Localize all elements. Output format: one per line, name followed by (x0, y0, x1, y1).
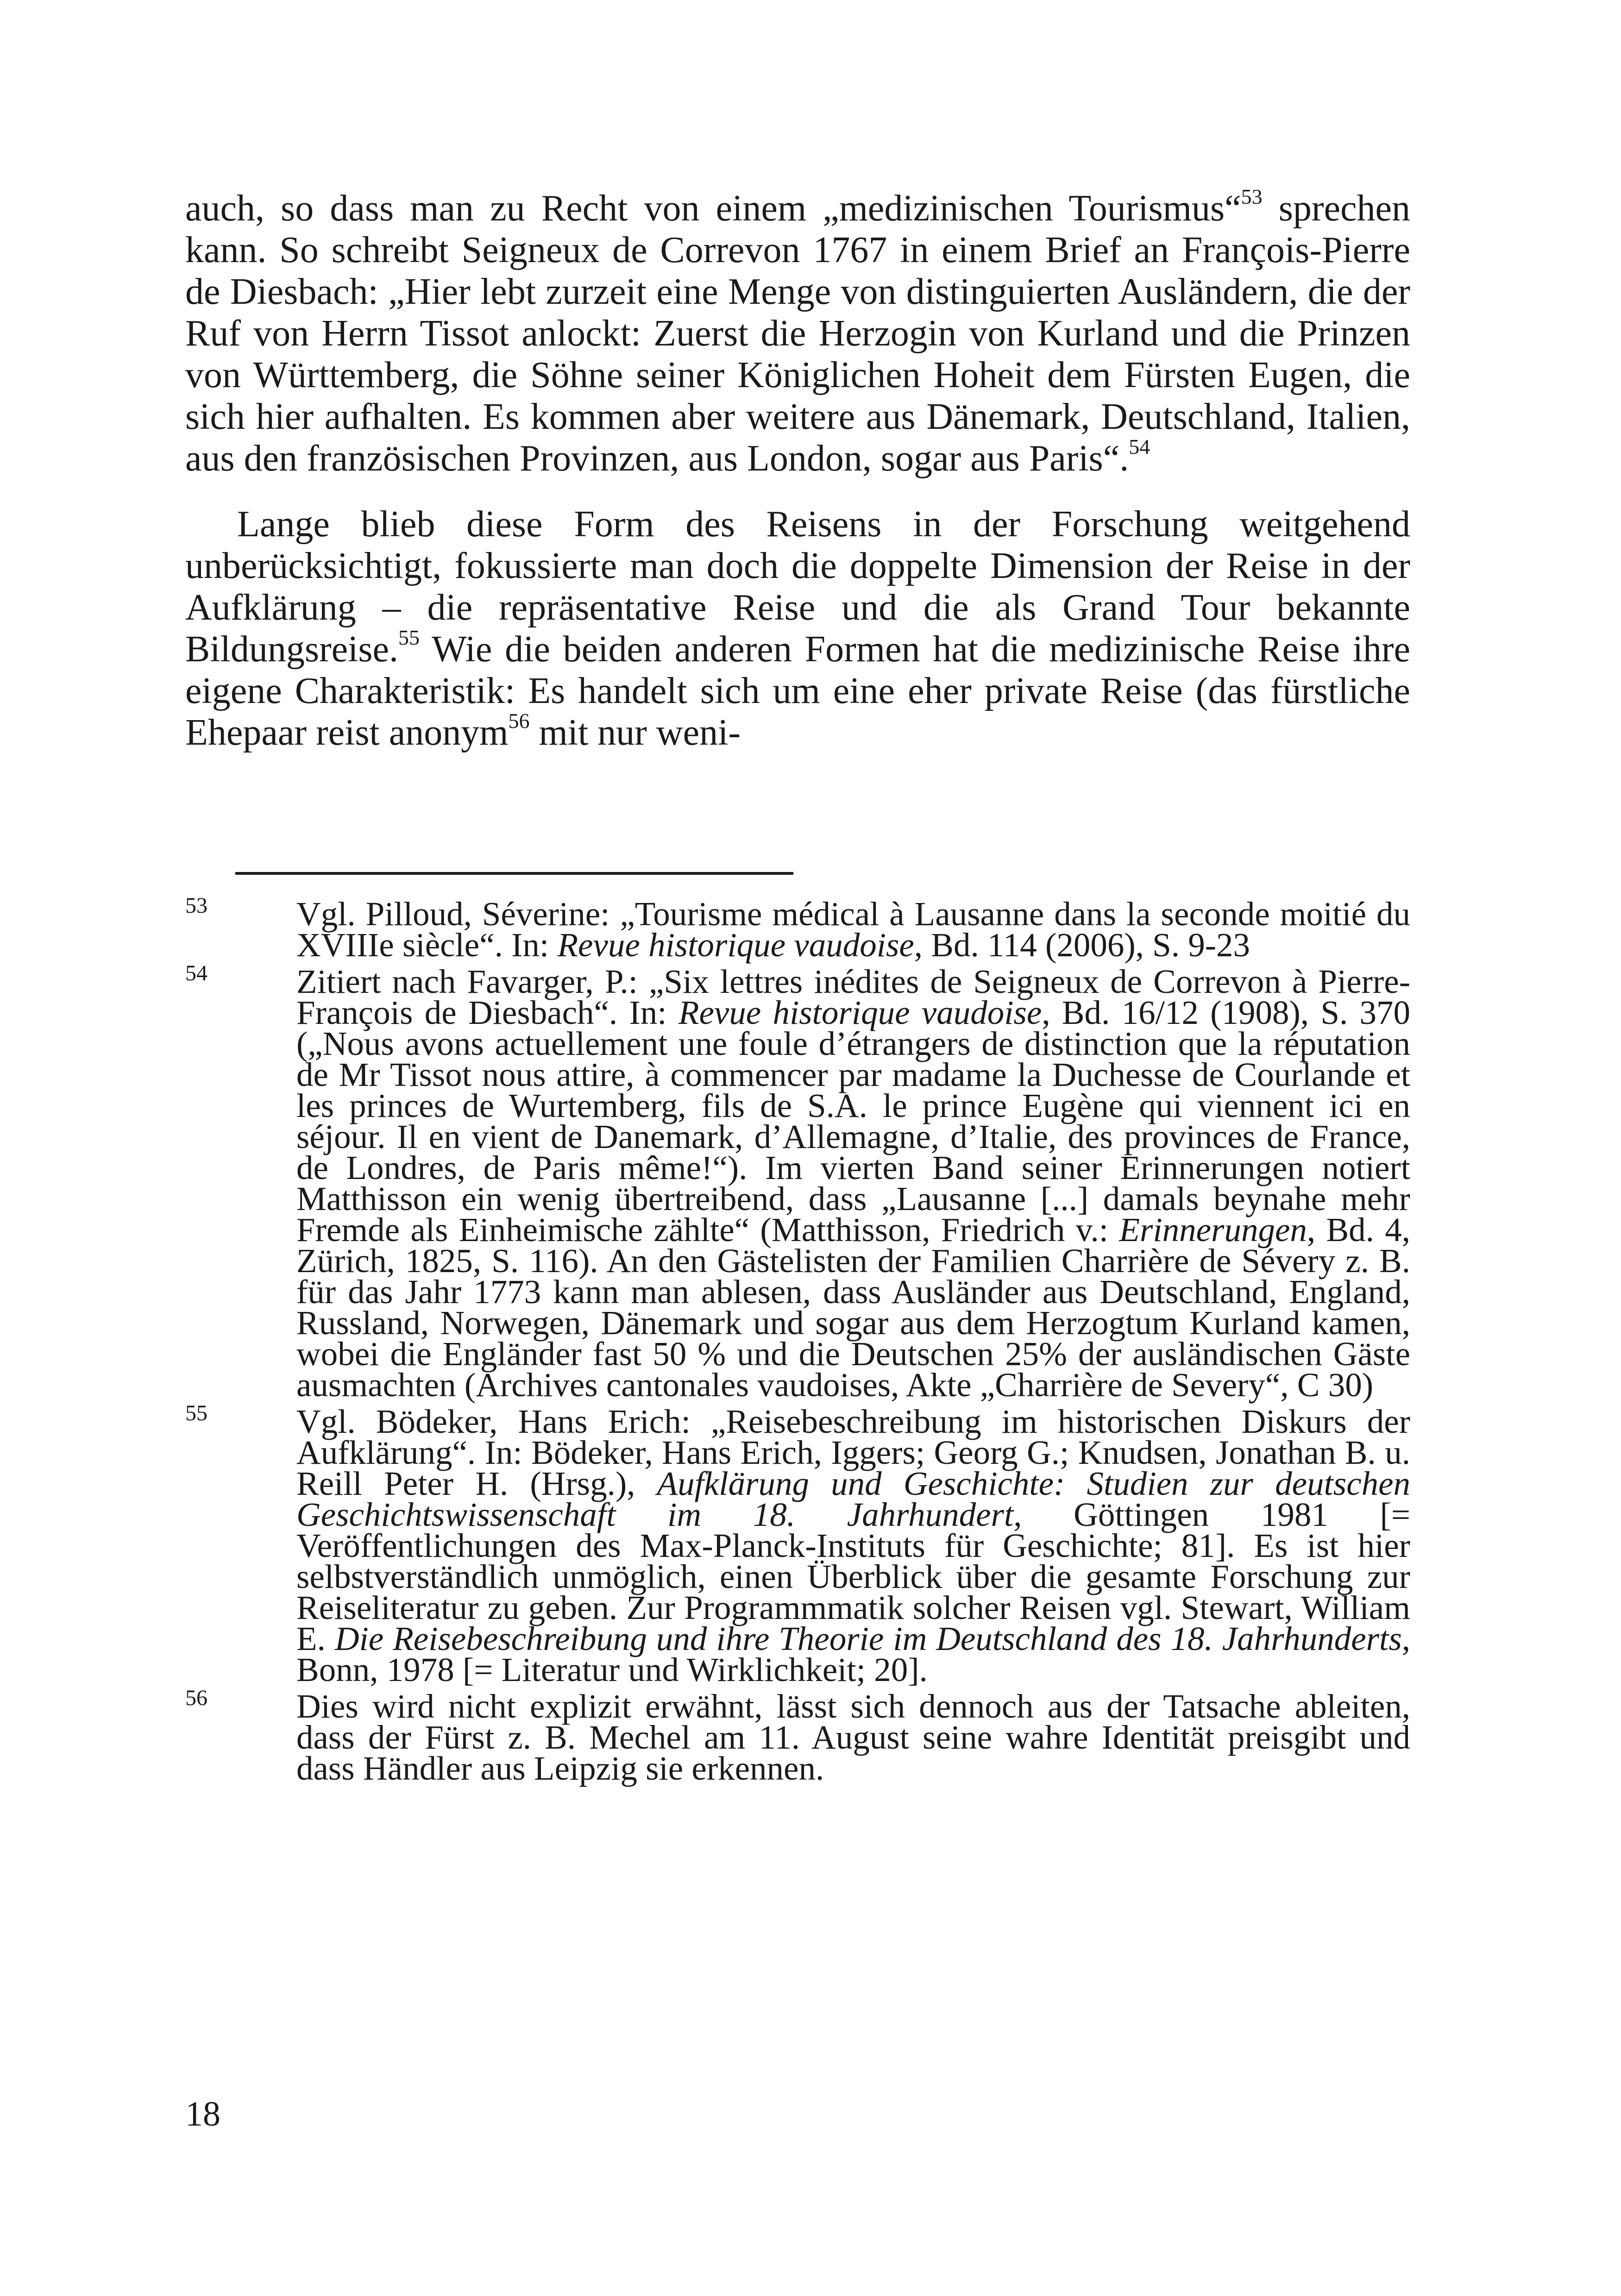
text-run: Vgl. Pilloud, Séverine: „Tourisme médical à Lausanne dans la seconde moitié du XVIIIe siècle“. In: (296, 895, 1410, 964)
text-run: Zitiert nach Favarger, P.: „Six lettres inédites de Seigneux de Correvon à Pierre-François de Diesbach“. In: (296, 963, 1410, 1031)
italic-title: Aufklärung und Geschichte: Studien zur deutschen Geschichtswissenschaft im 18. Jahrhundert (296, 1465, 1410, 1533)
footnote-number: 55 (185, 1401, 207, 1425)
text-run: , Bonn, 1978 [= Literatur und Wirklichkeit; 20]. (296, 1620, 1411, 1688)
italic-title: Revue historique vaudoise (557, 926, 914, 964)
text-run: , Bd. 114 (2006), S. 9-23 (914, 926, 1250, 964)
paragraph-2 (185, 503, 1410, 753)
footnote-ref-54[interactable]: 54 (1129, 435, 1150, 459)
footnote-55 (185, 1401, 1411, 1688)
footnote-text (296, 895, 1410, 964)
footnote-text (296, 1403, 1410, 1688)
text-run: Lange blieb diese Form des Reisens in der Forschung weitgehend unberücksichtigt, fokussierte man doch die doppelte Dimension der Reise in der Aufklärung – die repräsentative Reise und die als Grand Tour bekannte Bildungsreise. (185, 504, 1410, 670)
italic-title: Die Reisebeschreibung und ihre Theorie im Deutschland des 18. Jahrhunderts (334, 1620, 1402, 1657)
text-run: Dies wird nicht explizit erwähnt, lässt sich dennoch aus der Tatsache ableiten, dass der Fürst z. B. Mechel am 11. August seine wahre Identität preisgibt und dass Händler aus Leipzig sie erkennen. (296, 1687, 1410, 1787)
footnote-56 (185, 1686, 1410, 1787)
footnote-53 (185, 893, 1410, 964)
text-run: sprechen kann. So schreibt Seigneux de Correvon 1767 in einem Brief an François-Pierre de Diesbach: „Hier lebt zurzeit eine Menge von distinguierten Ausländern, die der Ruf von Herrn Tissot anlockt: Zuerst die Herzogin von Kurland und die Prinzen von Württemberg, die Söhne seiner Königlichen Hoheit dem Fürsten Eugen, die sich hier aufhalten. Es kommen aber weitere aus Dänemark, Deutschland, Italien, aus den französischen Provinzen, aus London, sogar aus Paris“. (185, 188, 1411, 479)
page-number: 18 (185, 2095, 220, 2133)
footnote-ref-56[interactable]: 56 (508, 709, 530, 733)
body-text (185, 185, 1411, 753)
text-run: , Göttingen 1981 [= Veröffentlichungen des Max-Planck-Instituts für Geschichte; 81]. Es ist hier selbstverständlich unmöglich, einen Überblick über die gesamte Forschung zur Reiseliteratur zu geben. Zur Programmmatik solcher Reisen vgl. Stewart, William E. (296, 1496, 1410, 1657)
text-run: , Bd. 16/12 (1908), S. 370 („Nous avons actuellement une foule d’étrangers de distinction que la réputation de Mr Tissot nous attire, à commencer par madame la Duchesse de Courlande et les princes de Wurtemberg, fils de S.A. le prince Eugène qui viennent ici en séjour. Il en vient de Danemark, d’Allemagne, d’Italie, des provinces de France, de Londres, de Paris même!“). Im vierten Band seiner Erinnerungen notiert Matthisson ein wenig übertreibend, dass „Lausanne [...] damals beynahe mehr Fremde als Einheimische zählte“ (Matthisson, Friedrich v.: (296, 994, 1410, 1248)
footnote-text (296, 963, 1410, 1404)
footnote-number: 56 (185, 1686, 207, 1710)
footnote-text (296, 1687, 1410, 1787)
text-run: mit nur weni- (529, 712, 741, 753)
text-run: , Bd. 4, Zürich, 1825, S. 116). An den Gästelisten der Familien Charrière de Sévery z. B. für das Jahr 1773 kann man ablesen, dass Ausländer aus Deutschland, England, Russland, Norwegen, Dänemark und sogar aus dem Herzogtum Kurland kamen, wobei die Engländer fast 50 % und die Deutschen 25% der ausländischen Gäste ausmachten (Archives cantonales vaudoises, Akte „Charrière de Severy“, C 30) (296, 1211, 1410, 1404)
paragraph-1 (185, 185, 1411, 479)
footnotes (185, 893, 1411, 1789)
footnote-number: 53 (185, 893, 207, 918)
footnote-ref-53[interactable]: 53 (1241, 185, 1263, 209)
text-run: auch, so dass man zu Recht von einem „medizinischen Tourismus“ (185, 188, 1241, 229)
footnote-number: 54 (185, 961, 207, 985)
italic-title: Erinnerungen (1119, 1211, 1307, 1248)
text-run: Vgl. Bödeker, Hans Erich: „Reisebeschreibung im historischen Diskurs der Aufklärung“. In: Bödeker, Hans Erich, Iggers; Georg G.; Knudsen, Jonathan B. u. Reill Peter H. (Hrsg.), (296, 1403, 1410, 1502)
italic-title: Revue historique vaudoise (678, 994, 1042, 1031)
text-run: Wie die beiden anderen Formen hat die medizinische Reise ihre eigene Charakteristik: Es handelt sich um eine eher private Reise (das fürstliche Ehepaar reist anonym (185, 629, 1410, 753)
footnote-separator (235, 872, 793, 875)
footnote-ref-55[interactable]: 55 (398, 626, 420, 650)
footnote-54 (185, 961, 1410, 1404)
